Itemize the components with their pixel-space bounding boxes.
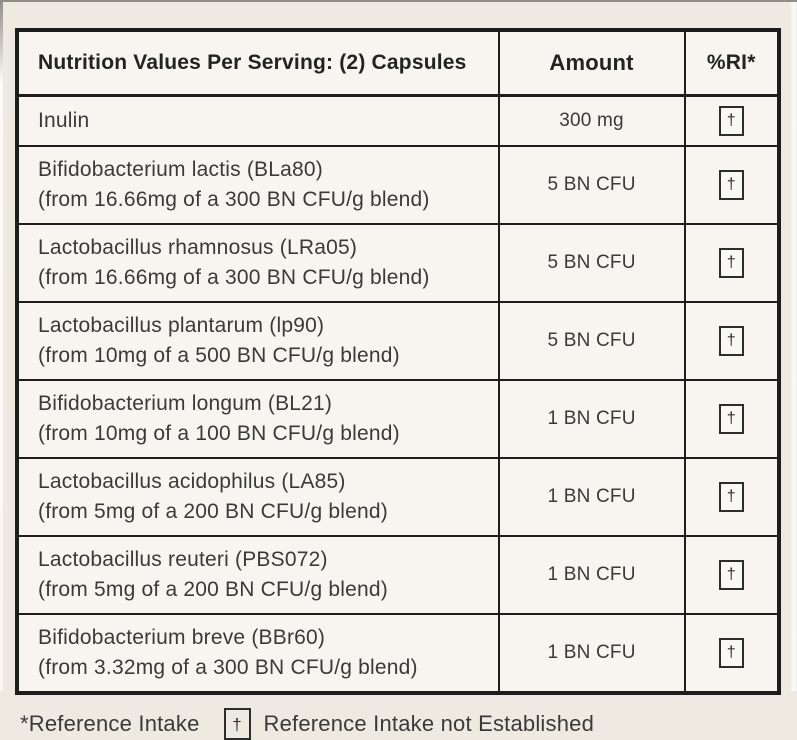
ingredient-name: Lactobacillus rhamnosus (LRa05) [38,236,358,260]
ri-cell [685,614,780,693]
footnote-dagger-icon [224,708,251,740]
ingredient-detail: (from 5mg of a 200 BN CFU/g blend) [38,578,388,601]
amount-cell [499,536,685,614]
table-header [17,30,779,96]
footnote [15,708,781,740]
ri-cell [685,458,780,536]
ingredient-detail: (from 10mg of a 500 BN CFU/g blend) [38,344,400,367]
nutrition-table [15,28,781,695]
amount-cell [499,458,685,536]
table-row [17,536,779,614]
table-row [17,458,779,536]
ri-cell [685,380,780,458]
ingredient-detail: (from 16.66mg of a 300 BN CFU/g blend) [38,188,430,211]
page-edge-top [0,0,797,2]
ri-cell [685,536,780,614]
table-row [17,380,779,458]
ingredient-cell [17,302,499,380]
ingredient-name: Bifidobacterium longum (BL21) [38,392,333,416]
table-row [17,224,779,302]
dagger-icon [719,404,744,434]
footnote-reference-intake: *Reference Intake [20,711,200,736]
dagger-icon [719,248,744,278]
ri-cell [685,224,780,302]
dagger-symbol: † [726,644,736,661]
table-row [17,146,779,224]
amount-value: 5 BN CFU [547,330,636,351]
amount-cell [499,224,685,302]
ingredient-cell [17,458,499,536]
amount-value: 1 BN CFU [547,642,636,663]
ingredient-name: Bifidobacterium lactis (BLa80) [38,158,323,182]
dagger-symbol: † [726,254,736,271]
ingredient-name: Bifidobacterium breve (BBr60) [38,626,326,650]
header-ri: %RI* [685,30,780,96]
table-row [17,96,779,147]
page-edge-left [0,0,3,691]
ingredient-cell [17,380,499,458]
dagger-symbol: † [726,332,736,349]
footnote-not-established: Reference Intake not Established [263,711,595,736]
ingredient-cell [17,96,499,147]
dagger-icon [719,482,744,512]
ingredient-detail: (from 5mg of a 200 BN CFU/g blend) [38,500,388,523]
amount-cell [499,380,685,458]
dagger-icon [719,638,744,668]
dagger-icon [719,326,744,356]
dagger-icon [719,170,744,200]
footnote-dagger-symbol: † [232,714,242,734]
ingredient-name: Lactobacillus acidophilus (LA85) [38,470,346,494]
table-row [17,302,779,380]
dagger-symbol: † [726,566,736,583]
ingredient-name: Lactobacillus plantarum (lp90) [38,314,325,338]
dagger-symbol: † [726,488,736,505]
amount-cell [499,146,685,224]
nutrition-label [15,28,781,740]
table-row [17,614,779,693]
ingredient-cell [17,224,499,302]
dagger-icon [719,560,744,590]
ri-cell [685,96,780,147]
table-body [17,96,779,694]
ingredient-name: Lactobacillus reuteri (PBS072) [38,548,328,572]
dagger-symbol: † [726,176,736,193]
amount-cell [499,302,685,380]
header-row [17,30,779,96]
amount-cell [499,614,685,693]
amount-value: 5 BN CFU [547,174,636,195]
ingredient-cell [17,614,499,693]
amount-value: 300 mg [559,110,624,131]
amount-value: 1 BN CFU [547,408,636,429]
ingredient-detail: (from 16.66mg of a 300 BN CFU/g blend) [38,266,430,289]
page-edge-right [789,0,797,691]
amount-value: 1 BN CFU [547,564,636,585]
dagger-icon [719,106,744,136]
ri-cell [685,302,780,380]
amount-value: 1 BN CFU [547,486,636,507]
ingredient-cell [17,536,499,614]
amount-value: 5 BN CFU [547,252,636,273]
dagger-symbol: † [726,112,736,129]
header-amount: Amount [499,30,685,96]
ingredient-detail: (from 10mg of a 100 BN CFU/g blend) [38,422,400,445]
ingredient-name: Inulin [38,109,90,133]
ingredient-cell [17,146,499,224]
amount-cell [499,96,685,147]
ingredient-detail: (from 3.32mg of a 300 BN CFU/g blend) [38,656,418,679]
header-nutrition-values: Nutrition Values Per Serving: (2) Capsules [17,30,499,96]
ri-cell [685,146,780,224]
dagger-symbol: † [726,410,736,427]
